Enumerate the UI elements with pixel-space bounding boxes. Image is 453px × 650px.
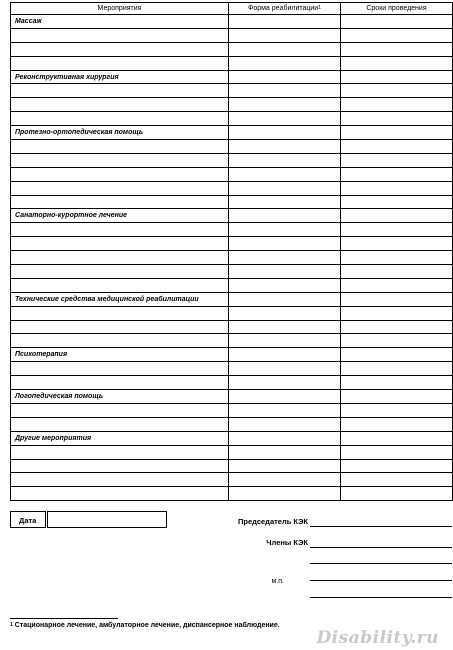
schedule-cell[interactable]	[341, 431, 453, 445]
activity-cell[interactable]	[11, 237, 229, 251]
section-title: Логопедическая помощь	[11, 390, 229, 404]
activity-cell[interactable]	[11, 195, 229, 209]
section-title: Массаж	[11, 15, 229, 29]
activity-cell[interactable]	[11, 459, 229, 473]
rehab-form-cell[interactable]	[229, 251, 341, 265]
table-row	[11, 140, 453, 154]
schedule-cell[interactable]	[341, 251, 453, 265]
header-schedule: Сроки проведения	[341, 3, 453, 15]
rehab-form-cell[interactable]	[229, 334, 341, 348]
table-row	[11, 251, 453, 265]
rehab-form-cell[interactable]	[229, 292, 341, 306]
schedule-cell[interactable]	[341, 417, 453, 431]
rehab-form-cell[interactable]	[229, 390, 341, 404]
activity-cell[interactable]	[11, 153, 229, 167]
activity-cell[interactable]	[11, 487, 229, 501]
activity-cell[interactable]	[11, 223, 229, 237]
table-row	[11, 334, 453, 348]
rehab-form-cell[interactable]	[229, 153, 341, 167]
table-row	[11, 237, 453, 251]
schedule-cell[interactable]	[341, 306, 453, 320]
rehab-form-cell[interactable]	[229, 42, 341, 56]
schedule-cell[interactable]	[341, 362, 453, 376]
table-row	[11, 278, 453, 292]
table-row	[11, 181, 453, 195]
table-header-row	[11, 3, 453, 15]
section-title: Санаторно-курортное лечение	[11, 209, 229, 223]
section-row	[11, 126, 453, 140]
section-row	[11, 15, 453, 29]
section-row	[11, 431, 453, 445]
schedule-cell[interactable]	[341, 320, 453, 334]
member-signature-line-4[interactable]	[310, 597, 452, 598]
table-row	[11, 376, 453, 390]
section-row	[11, 70, 453, 84]
table-row	[11, 487, 453, 501]
table-row	[11, 362, 453, 376]
rehab-form-cell[interactable]	[229, 320, 341, 334]
activity-cell[interactable]	[11, 265, 229, 279]
schedule-cell[interactable]	[341, 112, 453, 126]
footnote-text: Стационарное лечение, амбулаторное лечение, диспансерное наблюдение.	[14, 622, 280, 629]
schedule-cell[interactable]	[341, 153, 453, 167]
table-row	[11, 56, 453, 70]
chairman-label: Председатель КЭК	[238, 517, 308, 526]
footnote-mark: 1	[10, 622, 13, 628]
activity-cell[interactable]	[11, 473, 229, 487]
watermark-logo: Disability.ru	[316, 628, 439, 648]
table-row	[11, 112, 453, 126]
table-row	[11, 265, 453, 279]
section-row	[11, 390, 453, 404]
table-row	[11, 320, 453, 334]
rehab-form-cell[interactable]	[229, 209, 341, 223]
rehab-form-cell[interactable]	[229, 487, 341, 501]
activity-cell[interactable]	[11, 84, 229, 98]
table-row	[11, 42, 453, 56]
header-rehab-form	[229, 3, 341, 15]
date-label: Дата	[10, 511, 46, 528]
section-row	[11, 209, 453, 223]
schedule-cell[interactable]	[341, 167, 453, 181]
schedule-cell[interactable]	[341, 56, 453, 70]
activity-cell[interactable]	[11, 376, 229, 390]
members-label: Члены КЭК	[266, 538, 308, 547]
rehabilitation-plan-table	[10, 2, 453, 501]
rehab-form-cell[interactable]	[229, 237, 341, 251]
chairman-signature-line[interactable]	[310, 526, 452, 527]
header-rehab-form-label: Форма реабилитации	[248, 5, 319, 12]
table-row	[11, 473, 453, 487]
activity-cell[interactable]	[11, 98, 229, 112]
table-row	[11, 28, 453, 42]
header-footnote-mark: 1	[318, 5, 321, 11]
rehab-form-cell[interactable]	[229, 265, 341, 279]
activity-cell[interactable]	[11, 181, 229, 195]
schedule-cell[interactable]	[341, 15, 453, 29]
activity-cell[interactable]	[11, 362, 229, 376]
rehab-form-cell[interactable]	[229, 445, 341, 459]
activity-cell[interactable]	[11, 140, 229, 154]
schedule-cell[interactable]	[341, 237, 453, 251]
rehab-form-cell[interactable]	[229, 84, 341, 98]
schedule-cell[interactable]	[341, 390, 453, 404]
schedule-cell[interactable]	[341, 140, 453, 154]
header-activities: Мероприятия	[11, 3, 229, 15]
rehab-form-cell[interactable]	[229, 417, 341, 431]
rehab-form-cell[interactable]	[229, 70, 341, 84]
rehab-form-cell[interactable]	[229, 112, 341, 126]
activity-cell[interactable]	[11, 417, 229, 431]
schedule-cell[interactable]	[341, 265, 453, 279]
member-signature-line-2[interactable]	[310, 563, 452, 564]
table-row	[11, 459, 453, 473]
schedule-cell[interactable]	[341, 126, 453, 140]
rehab-form-cell[interactable]	[229, 56, 341, 70]
activity-cell[interactable]	[11, 167, 229, 181]
section-title: Другие мероприятия	[11, 431, 229, 445]
table-row	[11, 223, 453, 237]
table-row	[11, 445, 453, 459]
member-signature-line-3[interactable]	[310, 580, 452, 581]
activity-cell[interactable]	[11, 251, 229, 265]
section-row	[11, 292, 453, 306]
rehab-form-cell[interactable]	[229, 195, 341, 209]
activity-cell[interactable]	[11, 403, 229, 417]
rehab-form-cell[interactable]	[229, 15, 341, 29]
activity-cell[interactable]	[11, 42, 229, 56]
member-signature-line-1[interactable]	[310, 547, 452, 548]
schedule-cell[interactable]	[341, 70, 453, 84]
section-title: Психотерапия	[11, 348, 229, 362]
rehab-form-cell[interactable]	[229, 278, 341, 292]
rehab-form-cell[interactable]	[229, 473, 341, 487]
rehab-form-cell[interactable]	[229, 362, 341, 376]
activity-cell[interactable]	[11, 320, 229, 334]
schedule-cell[interactable]	[341, 195, 453, 209]
schedule-cell[interactable]	[341, 348, 453, 362]
activity-cell[interactable]	[11, 28, 229, 42]
schedule-cell[interactable]	[341, 334, 453, 348]
schedule-cell[interactable]	[341, 181, 453, 195]
schedule-cell[interactable]	[341, 209, 453, 223]
rehab-form-cell[interactable]	[229, 459, 341, 473]
schedule-cell[interactable]	[341, 376, 453, 390]
rehab-form-cell[interactable]	[229, 28, 341, 42]
schedule-cell[interactable]	[341, 487, 453, 501]
rehab-form-cell[interactable]	[229, 376, 341, 390]
table-row	[11, 417, 453, 431]
table-row	[11, 403, 453, 417]
activity-cell[interactable]	[11, 334, 229, 348]
schedule-cell[interactable]	[341, 223, 453, 237]
rehab-form-cell[interactable]	[229, 181, 341, 195]
rehab-form-cell[interactable]	[229, 140, 341, 154]
rehab-form-cell[interactable]	[229, 167, 341, 181]
table-row	[11, 84, 453, 98]
table-row	[11, 306, 453, 320]
rehab-form-cell[interactable]	[229, 126, 341, 140]
table-row	[11, 195, 453, 209]
footnote-rule	[10, 618, 118, 619]
activity-cell[interactable]	[11, 306, 229, 320]
date-field[interactable]	[47, 511, 167, 528]
rehab-form-cell[interactable]	[229, 306, 341, 320]
schedule-cell[interactable]	[341, 473, 453, 487]
section-row	[11, 348, 453, 362]
rehab-form-cell[interactable]	[229, 98, 341, 112]
schedule-cell[interactable]	[341, 84, 453, 98]
schedule-cell[interactable]	[341, 28, 453, 42]
rehab-form-cell[interactable]	[229, 403, 341, 417]
rehab-form-cell[interactable]	[229, 431, 341, 445]
section-title: Технические средства медицинской реабилитации	[11, 292, 229, 306]
schedule-cell[interactable]	[341, 98, 453, 112]
rehab-form-cell[interactable]	[229, 348, 341, 362]
table-row	[11, 98, 453, 112]
footnote	[10, 622, 280, 629]
schedule-cell[interactable]	[341, 459, 453, 473]
activity-cell[interactable]	[11, 278, 229, 292]
activity-cell[interactable]	[11, 56, 229, 70]
schedule-cell[interactable]	[341, 292, 453, 306]
table-row	[11, 153, 453, 167]
schedule-cell[interactable]	[341, 403, 453, 417]
schedule-cell[interactable]	[341, 42, 453, 56]
section-title: Протезно-ортопедическая помощь	[11, 126, 229, 140]
activity-cell[interactable]	[11, 445, 229, 459]
schedule-cell[interactable]	[341, 278, 453, 292]
activity-cell[interactable]	[11, 112, 229, 126]
section-title: Реконструктивная хирургия	[11, 70, 229, 84]
rehab-form-cell[interactable]	[229, 223, 341, 237]
table-body	[11, 15, 453, 501]
table-row	[11, 167, 453, 181]
schedule-cell[interactable]	[341, 445, 453, 459]
stamp-label: м.п.	[271, 578, 284, 585]
